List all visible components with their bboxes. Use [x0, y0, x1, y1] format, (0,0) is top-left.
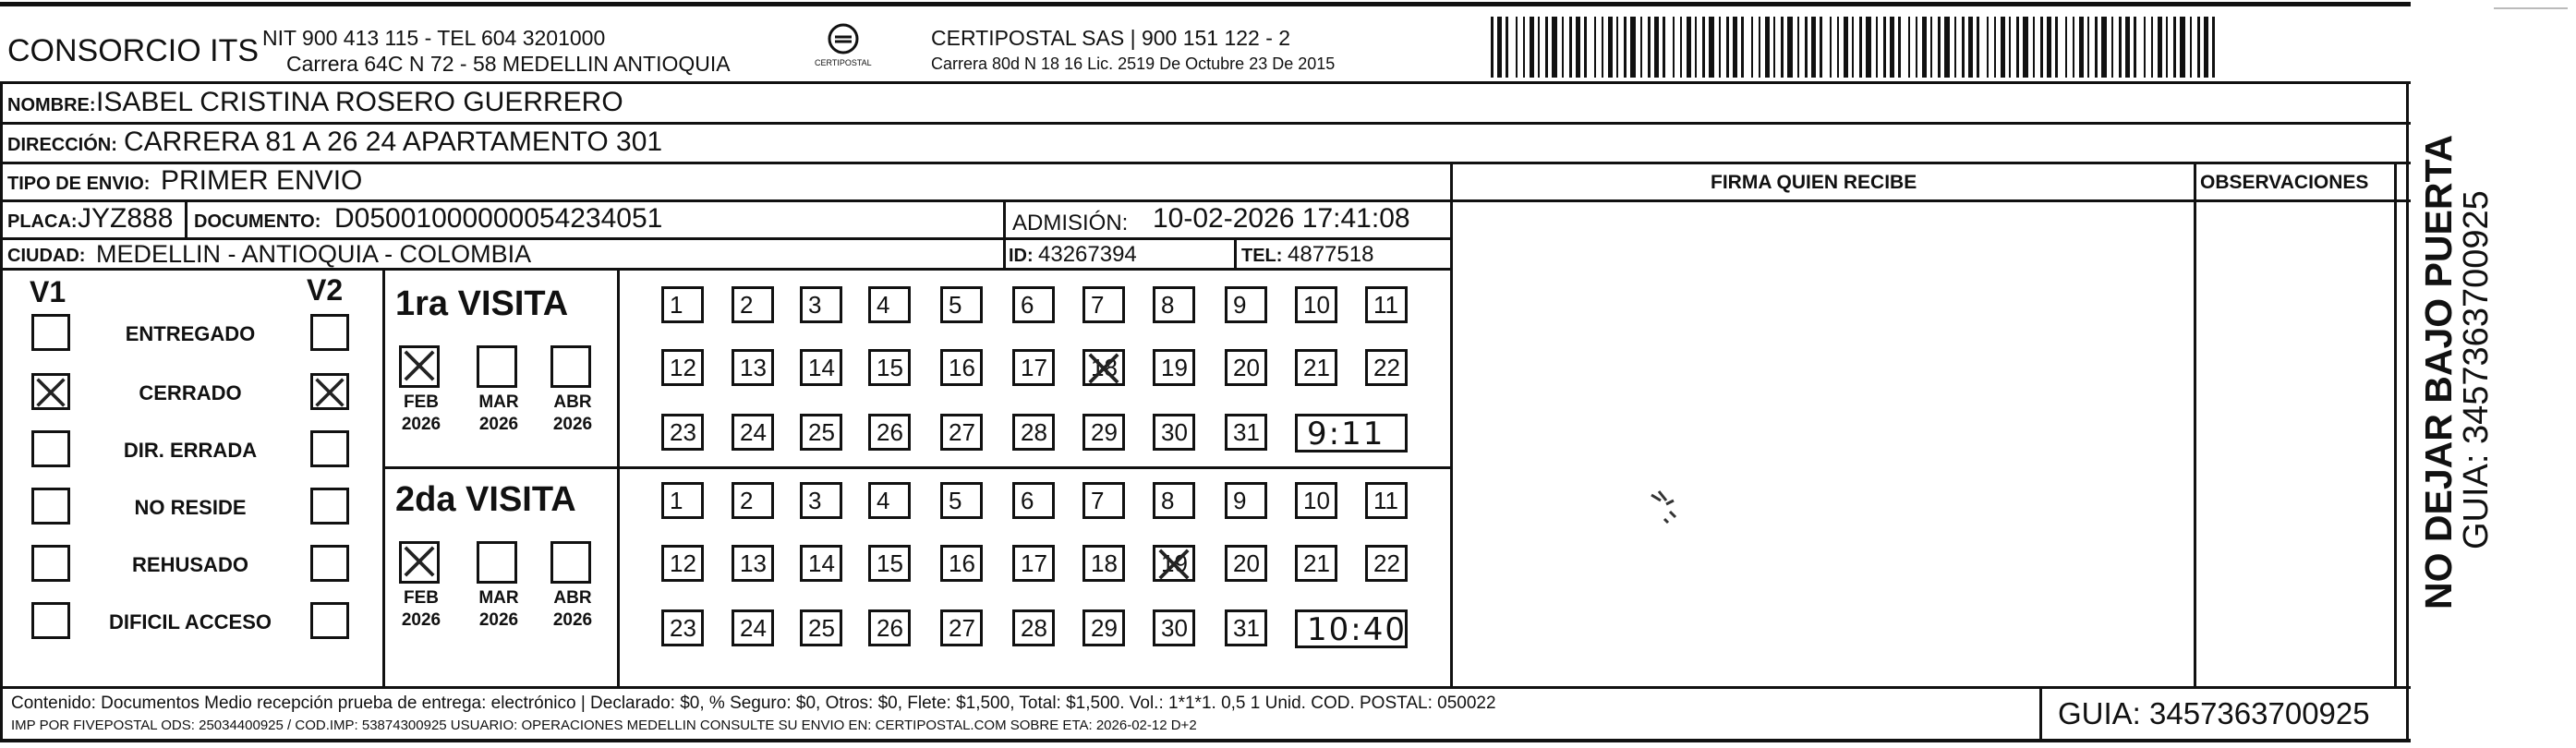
- barcode-bar: [1719, 17, 1721, 78]
- visit-day-box[interactable]: 1: [661, 482, 704, 519]
- barcode-bar: [2001, 17, 2005, 78]
- barcode-bar: [1898, 17, 1901, 78]
- barcode-bar: [1616, 17, 1618, 78]
- visit-day-box[interactable]: 19: [1153, 545, 1195, 582]
- barcode-bar: [1922, 17, 1927, 78]
- visit-day-box[interactable]: 29: [1082, 414, 1125, 451]
- visit-day-box[interactable]: 20: [1225, 545, 1267, 582]
- visit-time-box[interactable]: [1295, 609, 1408, 648]
- visit-day-box[interactable]: 24: [732, 414, 774, 451]
- footer-imp: IMP POR FIVEPOSTAL ODS: 25034400925 / COD.IMP: 53874300925 USUARIO: OPERACIONES MEDELLIN CONSULTE SU ENVIO EN: CERTIPOSTAL.COM SOBRE ETA: 2026-02-12 D+2: [11, 718, 1197, 733]
- barcode-bar: [1820, 17, 1822, 78]
- barcode-bar: [1506, 17, 1508, 78]
- visits-mid-rule: [384, 466, 1452, 469]
- ciudad-value: MEDELLIN - ANTIOQUIA - COLOMBIA: [96, 240, 532, 268]
- status-v1-checkbox[interactable]: [31, 488, 70, 525]
- status-v1-checkbox[interactable]: [31, 430, 70, 467]
- id-label: ID:: [1009, 246, 1034, 266]
- barcode-bar: [2065, 17, 2067, 78]
- visit-day-box[interactable]: 25: [800, 414, 842, 451]
- documento-value: D05001000000054234051: [334, 203, 663, 234]
- barcode-bar: [2197, 17, 2200, 78]
- status-v2-checkbox[interactable]: [310, 602, 349, 639]
- visit-day-box[interactable]: 16: [940, 545, 983, 582]
- footer-top-rule: [0, 686, 2411, 689]
- barcode-bar: [1954, 17, 1956, 78]
- firma-left-rule: [1450, 162, 1453, 688]
- barcode-bar: [1562, 17, 1564, 78]
- status-label: ENTREGADO: [125, 322, 256, 345]
- visit-day-box[interactable]: 13: [732, 349, 774, 386]
- visit-day-box[interactable]: 5: [940, 286, 983, 323]
- barcode-bar: [2055, 17, 2058, 78]
- barcode-bar: [1987, 17, 1989, 78]
- barcode-bar: [1805, 17, 1808, 78]
- barcode-bar: [1497, 17, 1502, 78]
- visit-month-checkbox[interactable]: [399, 541, 440, 584]
- admision-value: 10-02-2026 17:41:08: [1153, 203, 1410, 234]
- visit-day-box[interactable]: 5: [940, 482, 983, 519]
- visit-day-box[interactable]: 17: [1012, 545, 1055, 582]
- status-v2-checkbox[interactable]: [310, 430, 349, 467]
- barcode-bar: [1663, 17, 1665, 78]
- visit-day-box[interactable]: 21: [1295, 349, 1337, 386]
- barcode-bar: [2173, 17, 2176, 78]
- row-rule-5: [0, 268, 1452, 271]
- barcode-bar: [2158, 17, 2162, 78]
- status-v1-checkbox[interactable]: [31, 545, 70, 582]
- visit-day-box[interactable]: 14: [800, 349, 842, 386]
- nombre-value: ISABEL CRISTINA ROSERO GUERRERO: [96, 87, 623, 117]
- visit-title: 2da VISITA: [395, 480, 576, 519]
- visit-day-box[interactable]: 2: [732, 286, 774, 323]
- side-text: [2416, 120, 2494, 609]
- barcode-bar: [2190, 17, 2192, 78]
- visit-time-box[interactable]: [1295, 414, 1408, 452]
- visit-month-checkbox[interactable]: [550, 541, 591, 584]
- visit-day-box[interactable]: 26: [868, 414, 911, 451]
- barcode-bar: [1538, 17, 1540, 78]
- visit-day-box[interactable]: 3: [800, 482, 842, 519]
- visit-day-box[interactable]: 10: [1295, 286, 1337, 323]
- ciudad-label: CIUDAD:: [7, 246, 86, 266]
- visit-month-year: 2026: [478, 415, 519, 434]
- barcode-bar: [1773, 17, 1775, 78]
- row-rule-1: [0, 122, 2411, 125]
- barcode-bar: [1944, 17, 1950, 78]
- visit-day-box[interactable]: 9: [1225, 286, 1267, 323]
- header-rule: [0, 81, 2411, 84]
- barcode-bar: [1569, 17, 1572, 78]
- direccion-label: DIRECCIÓN:: [7, 135, 117, 155]
- visit-day-box[interactable]: 11: [1365, 286, 1408, 323]
- visit-day-box[interactable]: 3: [800, 286, 842, 323]
- visit-day-box[interactable]: 4: [868, 482, 911, 519]
- tipo-label: TIPO DE ENVIO:: [7, 174, 151, 194]
- barcode-bar: [2047, 17, 2051, 78]
- barcode-bar: [1530, 17, 1534, 78]
- barcode-bar: [1726, 17, 1729, 78]
- barcode-bar: [1781, 17, 1784, 78]
- barcode-bar: [2040, 17, 2043, 78]
- visit-month-year: 2026: [552, 610, 593, 630]
- row-rule-2: [0, 162, 2411, 164]
- corner-dash: [2494, 7, 2568, 9]
- visit-month-checkbox[interactable]: [550, 345, 591, 388]
- barcode-bar: [1624, 17, 1627, 78]
- visit-day-box[interactable]: 18: [1082, 349, 1125, 386]
- certipostal-line1: CERTIPOSTAL SAS | 900 151 122 - 2: [931, 26, 1291, 50]
- obs-left-rule: [2194, 162, 2196, 688]
- logo-text: CERTIPOSTAL: [815, 58, 872, 67]
- barcode-bar: [2101, 17, 2107, 78]
- visit-day-box[interactable]: 18: [1082, 545, 1125, 582]
- visit-day-box[interactable]: 23: [661, 609, 704, 646]
- barcode: [1487, 17, 2226, 78]
- visit-month-year: 2026: [552, 415, 593, 434]
- visit-day-box[interactable]: 23: [661, 414, 704, 451]
- v2-label: V2: [307, 273, 344, 307]
- visit-month-year: 2026: [478, 610, 519, 630]
- status-v2-checkbox[interactable]: [310, 545, 349, 582]
- barcode-bar: [1977, 17, 1979, 78]
- visit-month-checkbox[interactable]: [477, 345, 517, 388]
- barcode-bar: [1552, 17, 1557, 78]
- firma-header: FIRMA QUIEN RECIBE: [1711, 172, 1917, 193]
- placa-label: PLACA:: [7, 211, 78, 232]
- status-label: REHUSADO: [132, 553, 248, 576]
- barcode-bar: [1491, 17, 1494, 78]
- visit-month-year: 2026: [401, 415, 441, 434]
- status-v2-checkbox[interactable]: [310, 314, 349, 351]
- nombre-label: NOMBRE:: [7, 95, 96, 115]
- barcode-bar: [2009, 17, 2011, 78]
- barcode-bar: [2212, 17, 2215, 78]
- visit-day-box[interactable]: 22: [1365, 349, 1408, 386]
- tipo-value: PRIMER ENVIO: [161, 165, 363, 196]
- barcode-bar: [2180, 17, 2185, 78]
- visit-time-value: 9:11: [1307, 416, 1385, 452]
- barcode-bar: [2204, 17, 2208, 78]
- barcode-bar: [2119, 17, 2122, 78]
- barcode-bar: [1876, 17, 1878, 78]
- barcode-bar: [2134, 17, 2136, 78]
- admision-sep: [1003, 199, 1006, 268]
- barcode-bar: [2151, 17, 2153, 78]
- footer-contenido: Contenido: Documentos Medio recepción prueba de entrega: electrónico | Declarado: $0, % Seguro: $0, Otros: $0, Flete: $1,500, Total: $1,500. Vol.: 1*1*1. 0,5 1 Unid. COD. POSTAL: 050022: [11, 694, 1496, 713]
- barcode-bar: [1702, 17, 1705, 78]
- barcode-bar: [1751, 17, 1753, 78]
- visit-day-box[interactable]: 27: [940, 414, 983, 451]
- barcode-bar: [2125, 17, 2130, 78]
- visit-day-box[interactable]: 25: [800, 609, 842, 646]
- barcode-bar: [2166, 17, 2168, 78]
- barcode-bar: [1695, 17, 1697, 78]
- visit-day-box[interactable]: 10: [1295, 482, 1337, 519]
- barcode-bar: [1630, 17, 1636, 78]
- visit-day-box[interactable]: 27: [940, 609, 983, 646]
- visit-day-box[interactable]: 14: [800, 545, 842, 582]
- barcode-bar: [1866, 17, 1871, 78]
- barcode-bar: [1687, 17, 1691, 78]
- barcode-bar: [1883, 17, 1886, 78]
- barcode-bar: [2033, 17, 2035, 78]
- barcode-bar: [2095, 17, 2098, 78]
- barcode-bar: [1709, 17, 1714, 78]
- barcode-bar: [1545, 17, 1548, 78]
- top-rule: [0, 2, 2411, 6]
- placa-value: JYZ888: [78, 203, 174, 234]
- direccion-value: CARRERA 81 A 26 24 APARTAMENTO 301: [124, 127, 663, 157]
- tel-sep: [1234, 237, 1237, 268]
- barcode-bar: [1968, 17, 1973, 78]
- documento-label: DOCUMENTO:: [194, 211, 321, 232]
- barcode-bar: [1594, 17, 1596, 78]
- visit-month-checkbox[interactable]: [399, 345, 440, 388]
- visit-day-mark: [1086, 351, 1123, 388]
- company-nit: NIT 900 413 115 - TEL 604 3201000: [262, 26, 606, 50]
- visit-day-box[interactable]: 20: [1225, 349, 1267, 386]
- barcode-bar: [1640, 17, 1642, 78]
- admision-label: ADMISIÓN:: [1012, 211, 1129, 235]
- visit-day-box[interactable]: 15: [868, 349, 911, 386]
- barcode-bar: [1648, 17, 1651, 78]
- visit-day-box[interactable]: 30: [1153, 414, 1195, 451]
- visit-day-box[interactable]: 28: [1012, 609, 1055, 646]
- side-line1: NO DEJAR BAJO PUERTA: [2417, 134, 2460, 609]
- visit-month-label: FEB: [404, 588, 439, 608]
- signature-mark: [1646, 482, 1692, 528]
- barcode-bar: [1516, 17, 1518, 78]
- v1-label: V1: [30, 275, 67, 308]
- status-v2-checkbox[interactable]: [310, 488, 349, 525]
- visit-day-box[interactable]: 30: [1153, 609, 1195, 646]
- visit-day-box[interactable]: 31: [1225, 609, 1267, 646]
- guia-sep: [2039, 686, 2042, 739]
- row-rule-3: [0, 199, 2411, 202]
- status-v1-checkbox[interactable]: [31, 602, 70, 639]
- id-value: 43267394: [1038, 242, 1137, 267]
- barcode-bar: [1890, 17, 1894, 78]
- visit-day-box[interactable]: 31: [1225, 414, 1267, 451]
- visit-month-checkbox[interactable]: [477, 541, 517, 584]
- visit-day-mark: [1156, 547, 1193, 584]
- visit-day-box[interactable]: 26: [868, 609, 911, 646]
- visit-day-box[interactable]: 21: [1295, 545, 1337, 582]
- visit-month-label: FEB: [404, 392, 439, 412]
- barcode-bar: [1608, 17, 1613, 78]
- barcode-bar: [1938, 17, 1941, 78]
- visit-day-box[interactable]: 4: [868, 286, 911, 323]
- footer-guia: GUIA: 3457363700925: [2058, 696, 2370, 730]
- visit-day-box[interactable]: 19: [1153, 349, 1195, 386]
- bottom-rule: [0, 739, 2411, 742]
- obs-right-rule: [2394, 162, 2397, 688]
- visit-day-box[interactable]: 6: [1012, 286, 1055, 323]
- tel-value: 4877518: [1288, 242, 1374, 267]
- barcode-bar: [1908, 17, 1910, 78]
- barcode-bar: [1584, 17, 1587, 78]
- barcode-bar: [1916, 17, 1917, 78]
- certipostal-logo: [811, 20, 876, 72]
- status-label: DIFICIL ACCESO: [108, 610, 272, 633]
- visit-day-box[interactable]: 15: [868, 545, 911, 582]
- barcode-bar: [1797, 17, 1799, 78]
- visit-day-box[interactable]: 12: [661, 545, 704, 582]
- visit-day-box[interactable]: 2: [732, 482, 774, 519]
- status-label: CERRADO: [139, 381, 242, 404]
- tel-label: TEL:: [1241, 246, 1283, 266]
- visit-day-box[interactable]: 17: [1012, 349, 1055, 386]
- visit-title: 1ra VISITA: [395, 284, 569, 323]
- visit-day-box[interactable]: 11: [1365, 482, 1408, 519]
- barcode-bar: [1859, 17, 1862, 78]
- side-line2: GUIA: 3457363700925: [2457, 190, 2496, 549]
- barcode-bar: [1654, 17, 1659, 78]
- visit-day-box[interactable]: 9: [1225, 482, 1267, 519]
- placa-sep: [185, 199, 187, 237]
- visit-day-box[interactable]: 12: [661, 349, 704, 386]
- visit-day-box[interactable]: 24: [732, 609, 774, 646]
- right-rule: [2406, 81, 2409, 742]
- barcode-bar: [1680, 17, 1682, 78]
- company-name: CONSORCIO ITS: [7, 33, 260, 68]
- barcode-bar: [2016, 17, 2019, 78]
- barcode-bar: [1844, 17, 1848, 78]
- visit-month-label: ABR: [553, 588, 592, 608]
- visit-month-label: MAR: [478, 392, 519, 412]
- certipostal-line2: Carrera 80d N 18 16 Lic. 2519 De Octubre 23 De 2015: [931, 54, 1336, 73]
- visit-day-box[interactable]: 13: [732, 545, 774, 582]
- status-label: NO RESIDE: [134, 496, 247, 519]
- status-right-rule: [382, 268, 385, 688]
- barcode-bar: [1602, 17, 1603, 78]
- status-v1-checkbox[interactable]: [31, 373, 70, 410]
- barcode-bar: [1787, 17, 1793, 78]
- visit-day-box[interactable]: 1: [661, 286, 704, 323]
- barcode-bar: [1930, 17, 1932, 78]
- visit-day-box[interactable]: 22: [1365, 545, 1408, 582]
- barcode-bar: [2023, 17, 2028, 78]
- barcode-bar: [1765, 17, 1770, 78]
- barcode-bar: [1576, 17, 1580, 78]
- barcode-bar: [2144, 17, 2146, 78]
- visit-title-right-rule: [617, 268, 620, 688]
- barcode-bar: [1994, 17, 1996, 78]
- status-v1-checkbox[interactable]: [31, 314, 70, 351]
- barcode-bar: [2073, 17, 2074, 78]
- barcode-bar: [1962, 17, 1965, 78]
- barcode-bar: [1837, 17, 1839, 78]
- barcode-bar: [1830, 17, 1832, 78]
- barcode-bar: [1759, 17, 1760, 78]
- barcode-bar: [2111, 17, 2113, 78]
- observaciones-header: OBSERVACIONES: [2200, 172, 2369, 193]
- barcode-bar: [1673, 17, 1675, 78]
- barcode-bar: [1741, 17, 1744, 78]
- barcode-bar: [2087, 17, 2089, 78]
- visit-day-box[interactable]: 8: [1153, 482, 1195, 519]
- barcode-bar: [1811, 17, 1816, 78]
- company-address: Carrera 64C N 72 - 58 MEDELLIN ANTIOQUIA: [286, 52, 731, 76]
- visit-month-label: ABR: [553, 392, 592, 412]
- left-rule: [0, 81, 3, 739]
- barcode-bar: [1523, 17, 1525, 78]
- visit-day-box[interactable]: 28: [1012, 414, 1055, 451]
- visit-month-year: 2026: [401, 610, 441, 630]
- status-v2-checkbox[interactable]: [310, 373, 349, 410]
- barcode-bar: [1733, 17, 1737, 78]
- status-label: DIR. ERRADA: [123, 439, 258, 462]
- visit-day-box[interactable]: 6: [1012, 482, 1055, 519]
- visit-time-value: 10:40: [1307, 611, 1407, 648]
- visit-day-box[interactable]: 7: [1082, 286, 1125, 323]
- visit-day-box[interactable]: 7: [1082, 482, 1125, 519]
- visit-day-box[interactable]: 8: [1153, 286, 1195, 323]
- visit-month-label: MAR: [478, 588, 519, 608]
- visit-day-box[interactable]: 16: [940, 349, 983, 386]
- barcode-bar: [2079, 17, 2084, 78]
- visit-day-box[interactable]: 29: [1082, 609, 1125, 646]
- barcode-bar: [1852, 17, 1854, 78]
